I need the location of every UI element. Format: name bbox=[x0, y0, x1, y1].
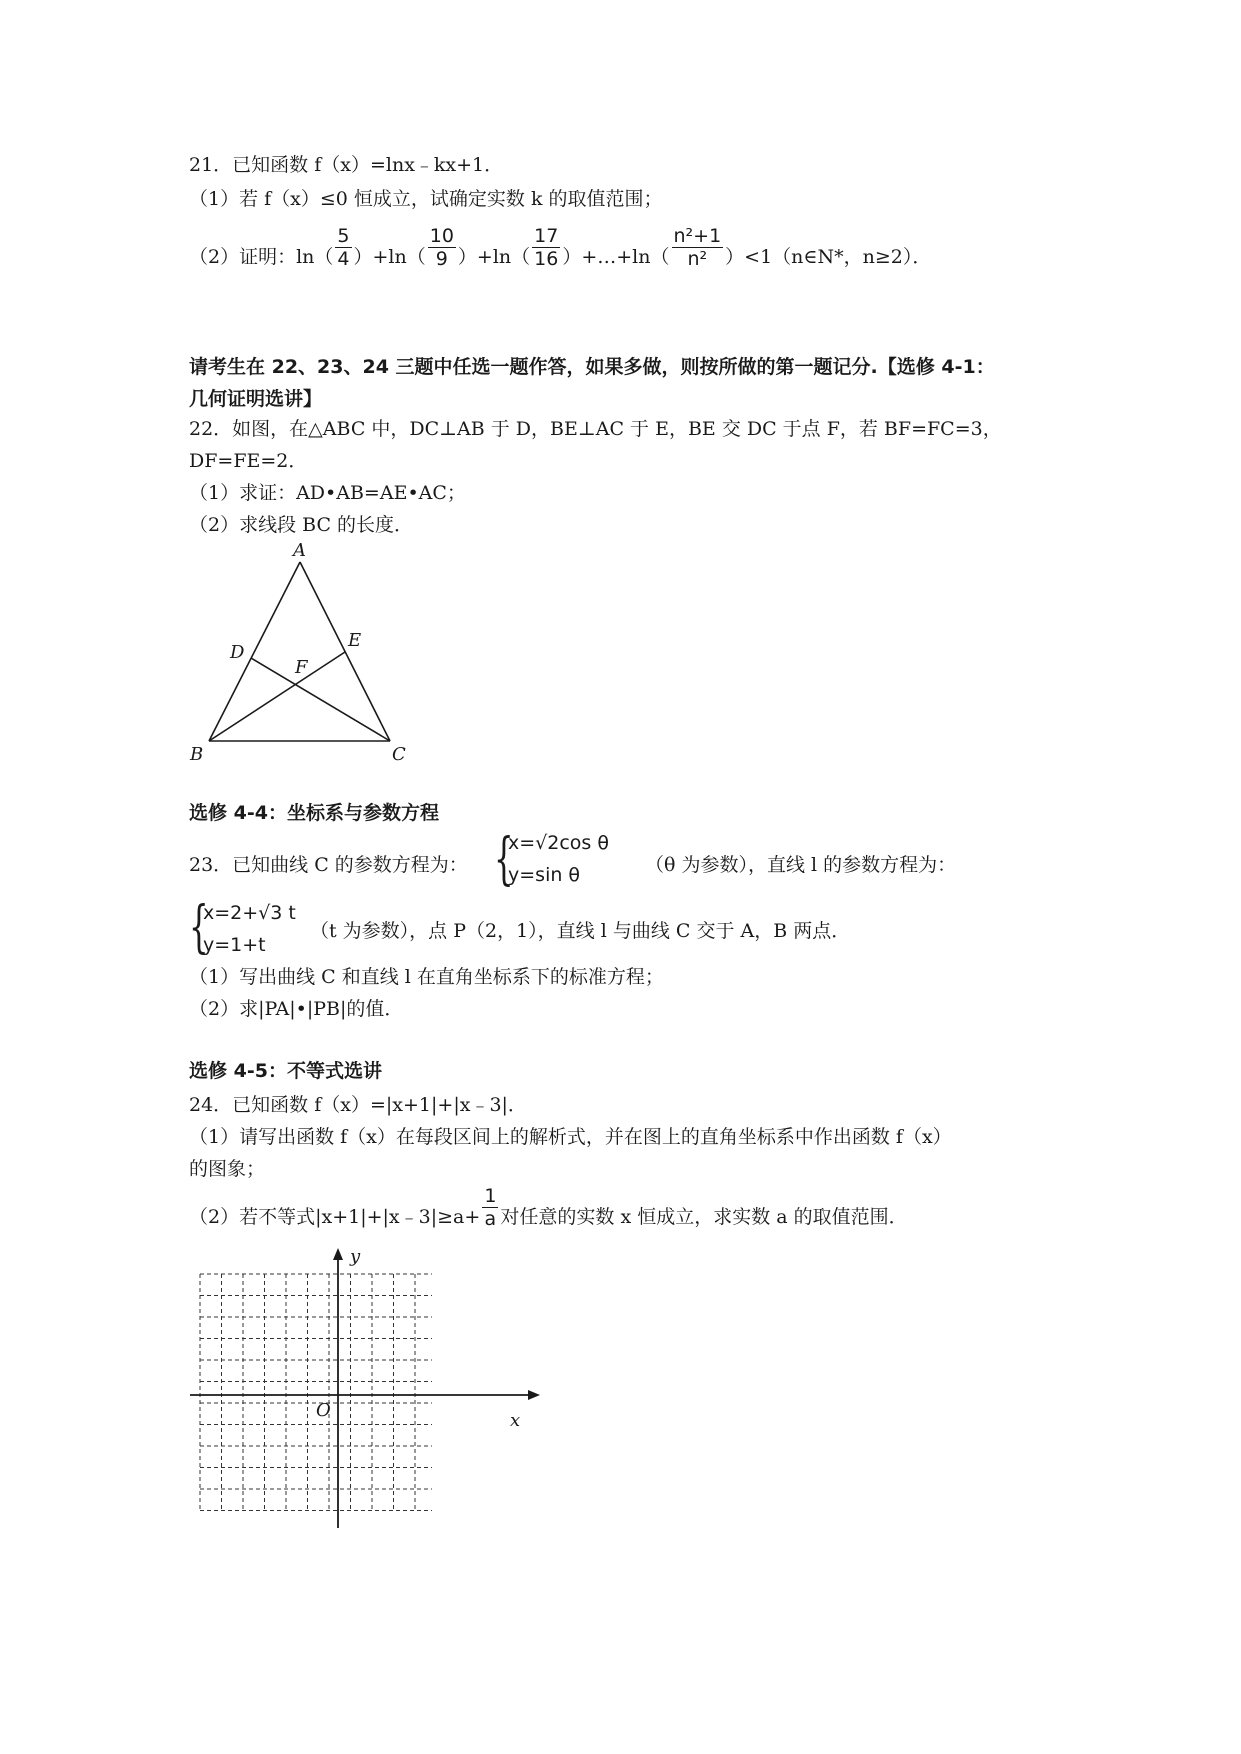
q21-sep2: ）+ln（ bbox=[457, 246, 531, 268]
q24-part2 bbox=[189, 1184, 908, 1230]
q24-stem: 24．已知函数 f（x）=|x+1|+|x﹣3|． bbox=[189, 1094, 527, 1116]
q22-stem-line1: 22．如图，在△ABC 中，DC⊥AB 于 D，BE⊥AC 于 E，BE 交 DC 于点 F，若 BF=FC=3， bbox=[189, 418, 1002, 440]
y-axis-label: y bbox=[350, 1246, 361, 1267]
label-b: B bbox=[190, 744, 204, 765]
q24-part2-lead: （2）若不等式|x+1|+|x﹣3|≥a+ bbox=[189, 1206, 481, 1228]
q23-part2: （2）求|PA|•|PB|的值． bbox=[189, 998, 404, 1020]
label-c: C bbox=[392, 744, 406, 765]
label-f: F bbox=[295, 657, 308, 678]
fraction-10-9: $\frac{10}{9}$ bbox=[429, 224, 454, 270]
side-ab bbox=[209, 562, 300, 741]
curve-c-system: { x=√2cos θ y=sin θ bbox=[494, 827, 609, 892]
origin-label: O bbox=[316, 1400, 331, 1421]
line-l-x-eq: x=2+√3 t bbox=[203, 902, 296, 924]
section-4-4-title: 选修 4-4：坐标系与参数方程 bbox=[189, 802, 439, 824]
q23-part1: （1）写出曲线 C 和直线 l 在直角坐标系下的标准方程； bbox=[189, 966, 664, 988]
fraction-5-4: $\frac{5}{4}$ bbox=[337, 224, 350, 270]
section-4-5-title: 选修 4-5：不等式选讲 bbox=[189, 1060, 382, 1082]
fraction-17-16: $\frac{17}{16}$ bbox=[534, 224, 559, 270]
line-l-system: { x=2+√3 t y=1+t bbox=[189, 895, 296, 960]
q22-stem-line2: DF=FE=2． bbox=[189, 450, 308, 472]
q21-stem: 21．已知函数 f（x）=lnx﹣kx+1． bbox=[189, 154, 504, 176]
segment-be bbox=[209, 652, 345, 741]
q23-lead: 23．已知曲线 C 的参数方程为： bbox=[189, 854, 468, 876]
q21-part2-tail: ）<1（n∈N*，n≥2）． bbox=[725, 246, 932, 268]
label-a: A bbox=[293, 540, 306, 561]
x-axis-arrow-icon bbox=[528, 1390, 540, 1400]
q21-part1: （1）若 f（x）≤0 恒成立，试确定实数 k 的取值范围； bbox=[189, 188, 663, 210]
q21-part2 bbox=[189, 224, 932, 270]
y-axis-arrow-icon bbox=[333, 1248, 343, 1260]
q24-part1-line1: （1）请写出函数 f（x）在每段区间上的解析式，并在图上的直角坐标系中作出函数 f（x） bbox=[189, 1126, 952, 1148]
q24-part2-tail: 对任意的实数 x 恒成立，求实数 a 的取值范围． bbox=[500, 1206, 908, 1228]
label-d: D bbox=[230, 642, 245, 663]
q21-part2-lead: （2）证明：ln（ bbox=[189, 246, 334, 268]
q24-part1-line2: 的图象； bbox=[189, 1158, 266, 1180]
q21-sep3: ）+…+ln（ bbox=[562, 246, 670, 268]
label-e: E bbox=[348, 630, 362, 651]
triangle-figure bbox=[180, 540, 420, 770]
curve-c-y-eq: y=sin θ bbox=[508, 864, 581, 886]
instruction-line1: 请考生在 22、23、24 三题中任选一题作答，如果多做，则按所做的第一题记分.【选修 4-1： bbox=[189, 356, 995, 378]
coordinate-grid-figure bbox=[180, 1240, 540, 1540]
line-l-y-eq: y=1+t bbox=[203, 934, 266, 956]
q21-sep1: ）+ln（ bbox=[353, 246, 426, 268]
q23-after: （t 为参数），点 P（2，1），直线 l 与曲线 C 交于 A，B 两点． bbox=[310, 920, 851, 942]
q22-part2: （2）求线段 BC 的长度． bbox=[189, 514, 414, 536]
instruction-line2: 几何证明选讲】 bbox=[189, 388, 323, 410]
dashed-grid bbox=[200, 1274, 432, 1512]
q23-mid: （θ 为参数），直线 l 的参数方程为： bbox=[645, 854, 957, 876]
curve-c-x-eq: x=√2cos θ bbox=[508, 832, 609, 854]
fraction-1-a: $\frac{1}{a}$ bbox=[484, 1184, 497, 1230]
q22-part1: （1）求证：AD•AB=AE•AC； bbox=[189, 482, 466, 504]
fraction-n2p1-n2: $\frac{\text{n²+1}}{\text{n²}}$ bbox=[673, 224, 722, 270]
x-axis-label: x bbox=[510, 1410, 521, 1431]
